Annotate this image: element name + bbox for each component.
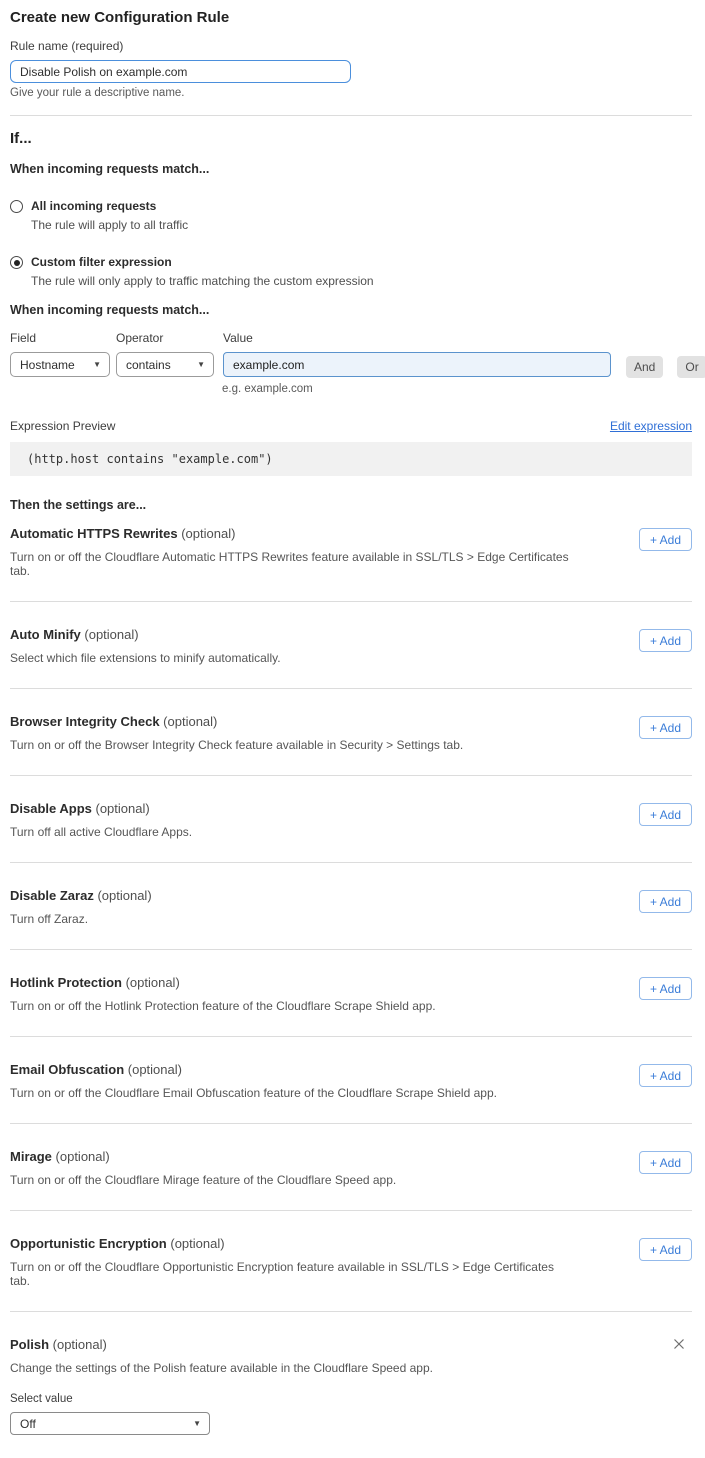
chevron-down-icon: ▼ (93, 359, 101, 369)
if-heading: If... (10, 130, 32, 147)
add-button[interactable]: + Add (639, 803, 692, 826)
setting-row (10, 1211, 692, 1312)
expression-preview-label: Expression Preview (10, 419, 116, 433)
add-button[interactable]: + Add (639, 1238, 692, 1261)
field-label: Field (10, 331, 37, 345)
setting-title: Hotlink Protection (10, 975, 122, 990)
setting-texts (10, 975, 436, 1013)
setting-texts (10, 526, 570, 578)
setting-texts (10, 888, 152, 926)
setting-optional-tag: (optional) (97, 888, 152, 903)
setting-texts (10, 627, 281, 665)
setting-texts (10, 714, 463, 752)
value-input[interactable] (223, 352, 611, 377)
operator-select-value: contains (126, 357, 171, 372)
rule-name-help: Give your rule a descriptive name. (10, 87, 185, 99)
setting-optional-tag: (optional) (52, 1337, 107, 1352)
setting-row (10, 689, 692, 776)
expression-code-block (10, 442, 692, 476)
edit-expression-link[interactable]: Edit expression (609, 419, 692, 433)
expression-code: (http.host contains "example.com") (27, 452, 273, 466)
setting-description: Turn on or off the Cloudflare Opportunistic Encryption feature available in SSL/TLS > Edge Certificates tab. (10, 1260, 554, 1288)
setting-optional-tag: (optional) (125, 975, 180, 990)
match-type-label: When incoming requests match... (10, 162, 210, 176)
settings-list (10, 512, 692, 1312)
setting-description: Turn on or off the Cloudflare Mirage feature of the Cloudflare Speed app. (10, 1173, 397, 1187)
setting-title: Opportunistic Encryption (10, 1236, 167, 1251)
expression-builder-label: When incoming requests match... (10, 303, 210, 317)
add-button[interactable]: + Add (639, 1151, 692, 1174)
expression-builder-row (10, 331, 699, 378)
rule-name-label: Rule name (required) (10, 39, 124, 53)
setting-title: Automatic HTTPS Rewrites (10, 526, 178, 541)
operator-column (116, 331, 223, 377)
setting-row (10, 776, 692, 863)
setting-description: Turn on or off the Hotlink Protection feature of the Cloudflare Scrape Shield app. (10, 999, 436, 1013)
then-settings-heading: Then the settings are... (10, 498, 147, 512)
add-button[interactable]: + Add (639, 977, 692, 1000)
setting-texts (10, 1149, 396, 1187)
chevron-down-icon: ▼ (193, 1418, 201, 1428)
close-icon[interactable] (672, 1337, 686, 1351)
radio-option-custom-expression[interactable] (10, 255, 692, 288)
polish-select-value: Off (20, 1416, 36, 1431)
radio-description: The rule will apply to all traffic (31, 218, 189, 232)
setting-texts (10, 1062, 497, 1100)
field-column (10, 331, 116, 377)
radio-checked-icon[interactable] (10, 256, 23, 269)
field-select[interactable] (10, 352, 110, 377)
setting-row-polish (10, 1312, 692, 1458)
setting-description: Turn on or off the Browser Integrity Check feature available in Security > Settings tab. (10, 738, 464, 752)
setting-optional-tag: (optional) (181, 526, 236, 541)
setting-texts (10, 801, 192, 839)
setting-row (10, 950, 692, 1037)
radio-option-all-requests[interactable] (10, 199, 692, 232)
field-select-value: Hostname (20, 357, 75, 372)
add-button[interactable]: + Add (639, 716, 692, 739)
expression-preview-header (10, 419, 692, 433)
setting-description: Change the settings of the Polish feature available in the Cloudflare Speed app. (10, 1361, 433, 1375)
value-help-text: e.g. example.com (222, 383, 313, 395)
setting-description: Turn on or off the Cloudflare Automatic HTTPS Rewrites feature available in SSL/TLS > Edge Certificates tab. (10, 550, 569, 578)
operator-label: Operator (116, 331, 164, 345)
setting-title: Browser Integrity Check (10, 714, 160, 729)
setting-title: Disable Zaraz (10, 888, 94, 903)
setting-title: Polish (10, 1337, 50, 1352)
value-label: Value (223, 331, 253, 345)
add-button[interactable]: + Add (639, 890, 692, 913)
setting-row (10, 1037, 692, 1124)
radio-label: Custom filter expression (31, 255, 172, 269)
radio-unchecked-icon[interactable] (10, 200, 23, 213)
radio-label: All incoming requests (31, 199, 157, 213)
setting-description: Turn off all active Cloudflare Apps. (10, 825, 193, 839)
add-button[interactable]: + Add (639, 1064, 692, 1087)
setting-optional-tag: (optional) (84, 627, 139, 642)
setting-optional-tag: (optional) (163, 714, 218, 729)
add-button[interactable]: + Add (639, 629, 692, 652)
radio-description: The rule will only apply to traffic matching the custom expression (31, 274, 374, 288)
setting-optional-tag: (optional) (95, 801, 150, 816)
or-button[interactable]: Or (677, 356, 705, 378)
polish-value-select[interactable] (10, 1412, 210, 1435)
select-value-label: Select value (10, 1393, 73, 1405)
chevron-down-icon: ▼ (197, 359, 205, 369)
conjunction-buttons (620, 356, 705, 378)
setting-row (10, 512, 692, 602)
operator-select[interactable] (116, 352, 214, 377)
setting-row (10, 863, 692, 950)
setting-title: Auto Minify (10, 627, 81, 642)
section-divider (10, 115, 692, 116)
setting-optional-tag: (optional) (127, 1062, 182, 1077)
setting-description: Turn off Zaraz. (10, 912, 89, 926)
setting-texts (10, 1337, 433, 1435)
setting-texts (10, 1236, 570, 1288)
setting-title: Disable Apps (10, 801, 92, 816)
setting-optional-tag: (optional) (170, 1236, 225, 1251)
setting-description: Turn on or off the Cloudflare Email Obfuscation feature of the Cloudflare Scrape Shield app. (10, 1086, 497, 1100)
setting-title: Mirage (10, 1149, 52, 1164)
add-button[interactable]: + Add (639, 528, 692, 551)
and-button[interactable]: And (626, 356, 663, 378)
page-title: Create new Configuration Rule (10, 9, 230, 26)
setting-title: Email Obfuscation (10, 1062, 125, 1077)
setting-optional-tag: (optional) (55, 1149, 110, 1164)
rule-name-input[interactable] (10, 60, 351, 83)
setting-description: Select which file extensions to minify automatically. (10, 651, 281, 665)
setting-row (10, 1124, 692, 1211)
value-column (223, 331, 611, 377)
setting-row (10, 602, 692, 689)
